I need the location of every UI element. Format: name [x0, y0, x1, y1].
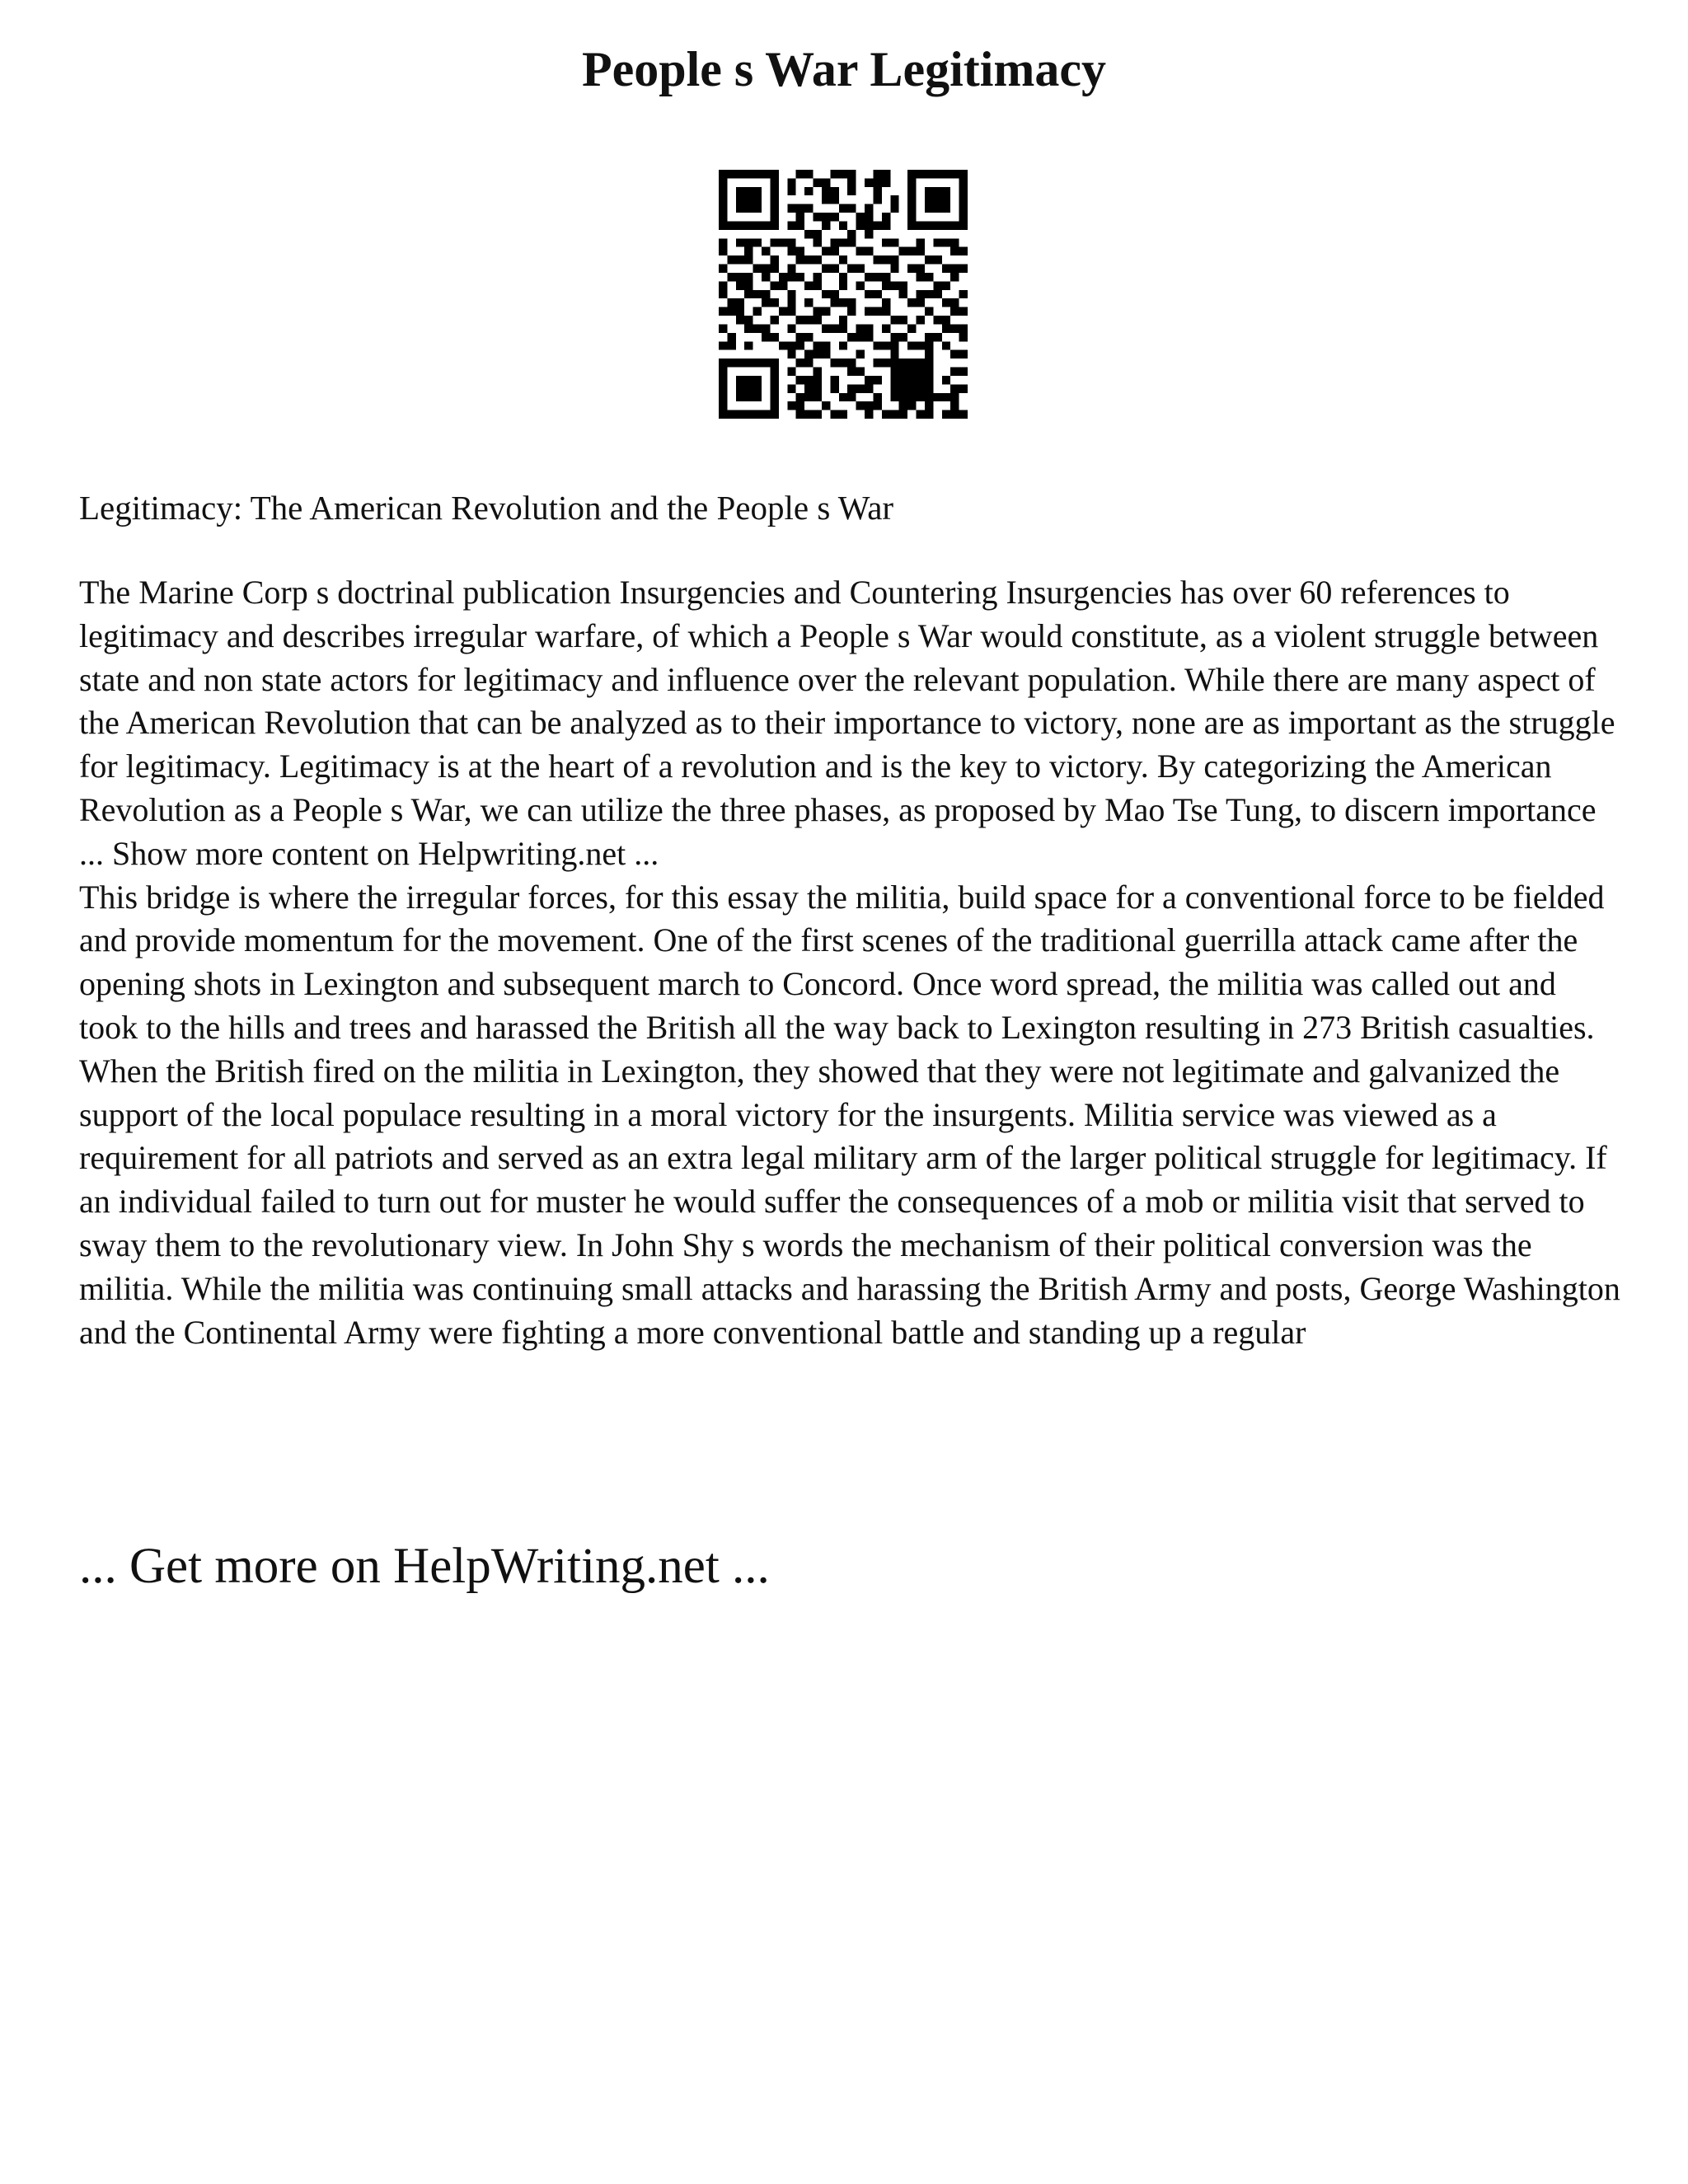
body-paragraph: This bridge is where the irregular forces, for this essay the militia, build space for a conventional force to be fielded and provide momentum for the movement. One of the first scenes of the traditional guerrilla attack came after the opening shots in Lexington and subsequent march to Concord. Once word spread, the militia was called out and took to the hills and trees and harassed the British all the way back to Lexington resulting in 273 British casualties. When the British fired on the militia in Lexington, they showed that they were not legitimate and galvanized the support of the local populace resulting in a moral victory for the insurgents. Militia service was viewed as a requirement for all patriots and served as an extra legal military arm of the larger political struggle for legitimacy. If an individual failed to turn out for muster he would suffer the consequences of a mob or militia visit that served to sway them to the revolutionary view. In John Shy s words the mechanism of their political conversion was the militia. While the militia was continuing small attacks and harassing the British Army and posts, George Washington and the Continental Army were fighting a more conventional battle and standing up a regular: [79, 878, 1620, 1351]
page-title: People s War Legitimacy: [581, 42, 1107, 96]
qr-code-icon[interactable]: [719, 170, 968, 419]
body-paragraph: The Marine Corp s doctrinal publication Insurgencies and Countering Insurgencies has over 60 references to legitimacy and describes irregular warfare, of which a People s War would constitute, as a violent struggle between state and non state actors for legitimacy and influence over the relevant population. While there are many aspect of the American Revolution that can be analyzed as to their importance to victory, none are as important as the struggle for legitimacy. Legitimacy is at the heart of a revolution and is the key to victory. By categorizing the American Revolution as a People s War, we can utilize the three phases, as proposed by Mao Tse Tung, to discern importance ... Show more content on Helpwriting.net ...: [79, 574, 1615, 872]
document-subtitle: Legitimacy: The American Revolution and the People s War: [79, 489, 894, 527]
document-body: [79, 571, 1622, 1354]
get-more-link[interactable]: ... Get more on HelpWriting.net ...: [79, 1539, 770, 1594]
